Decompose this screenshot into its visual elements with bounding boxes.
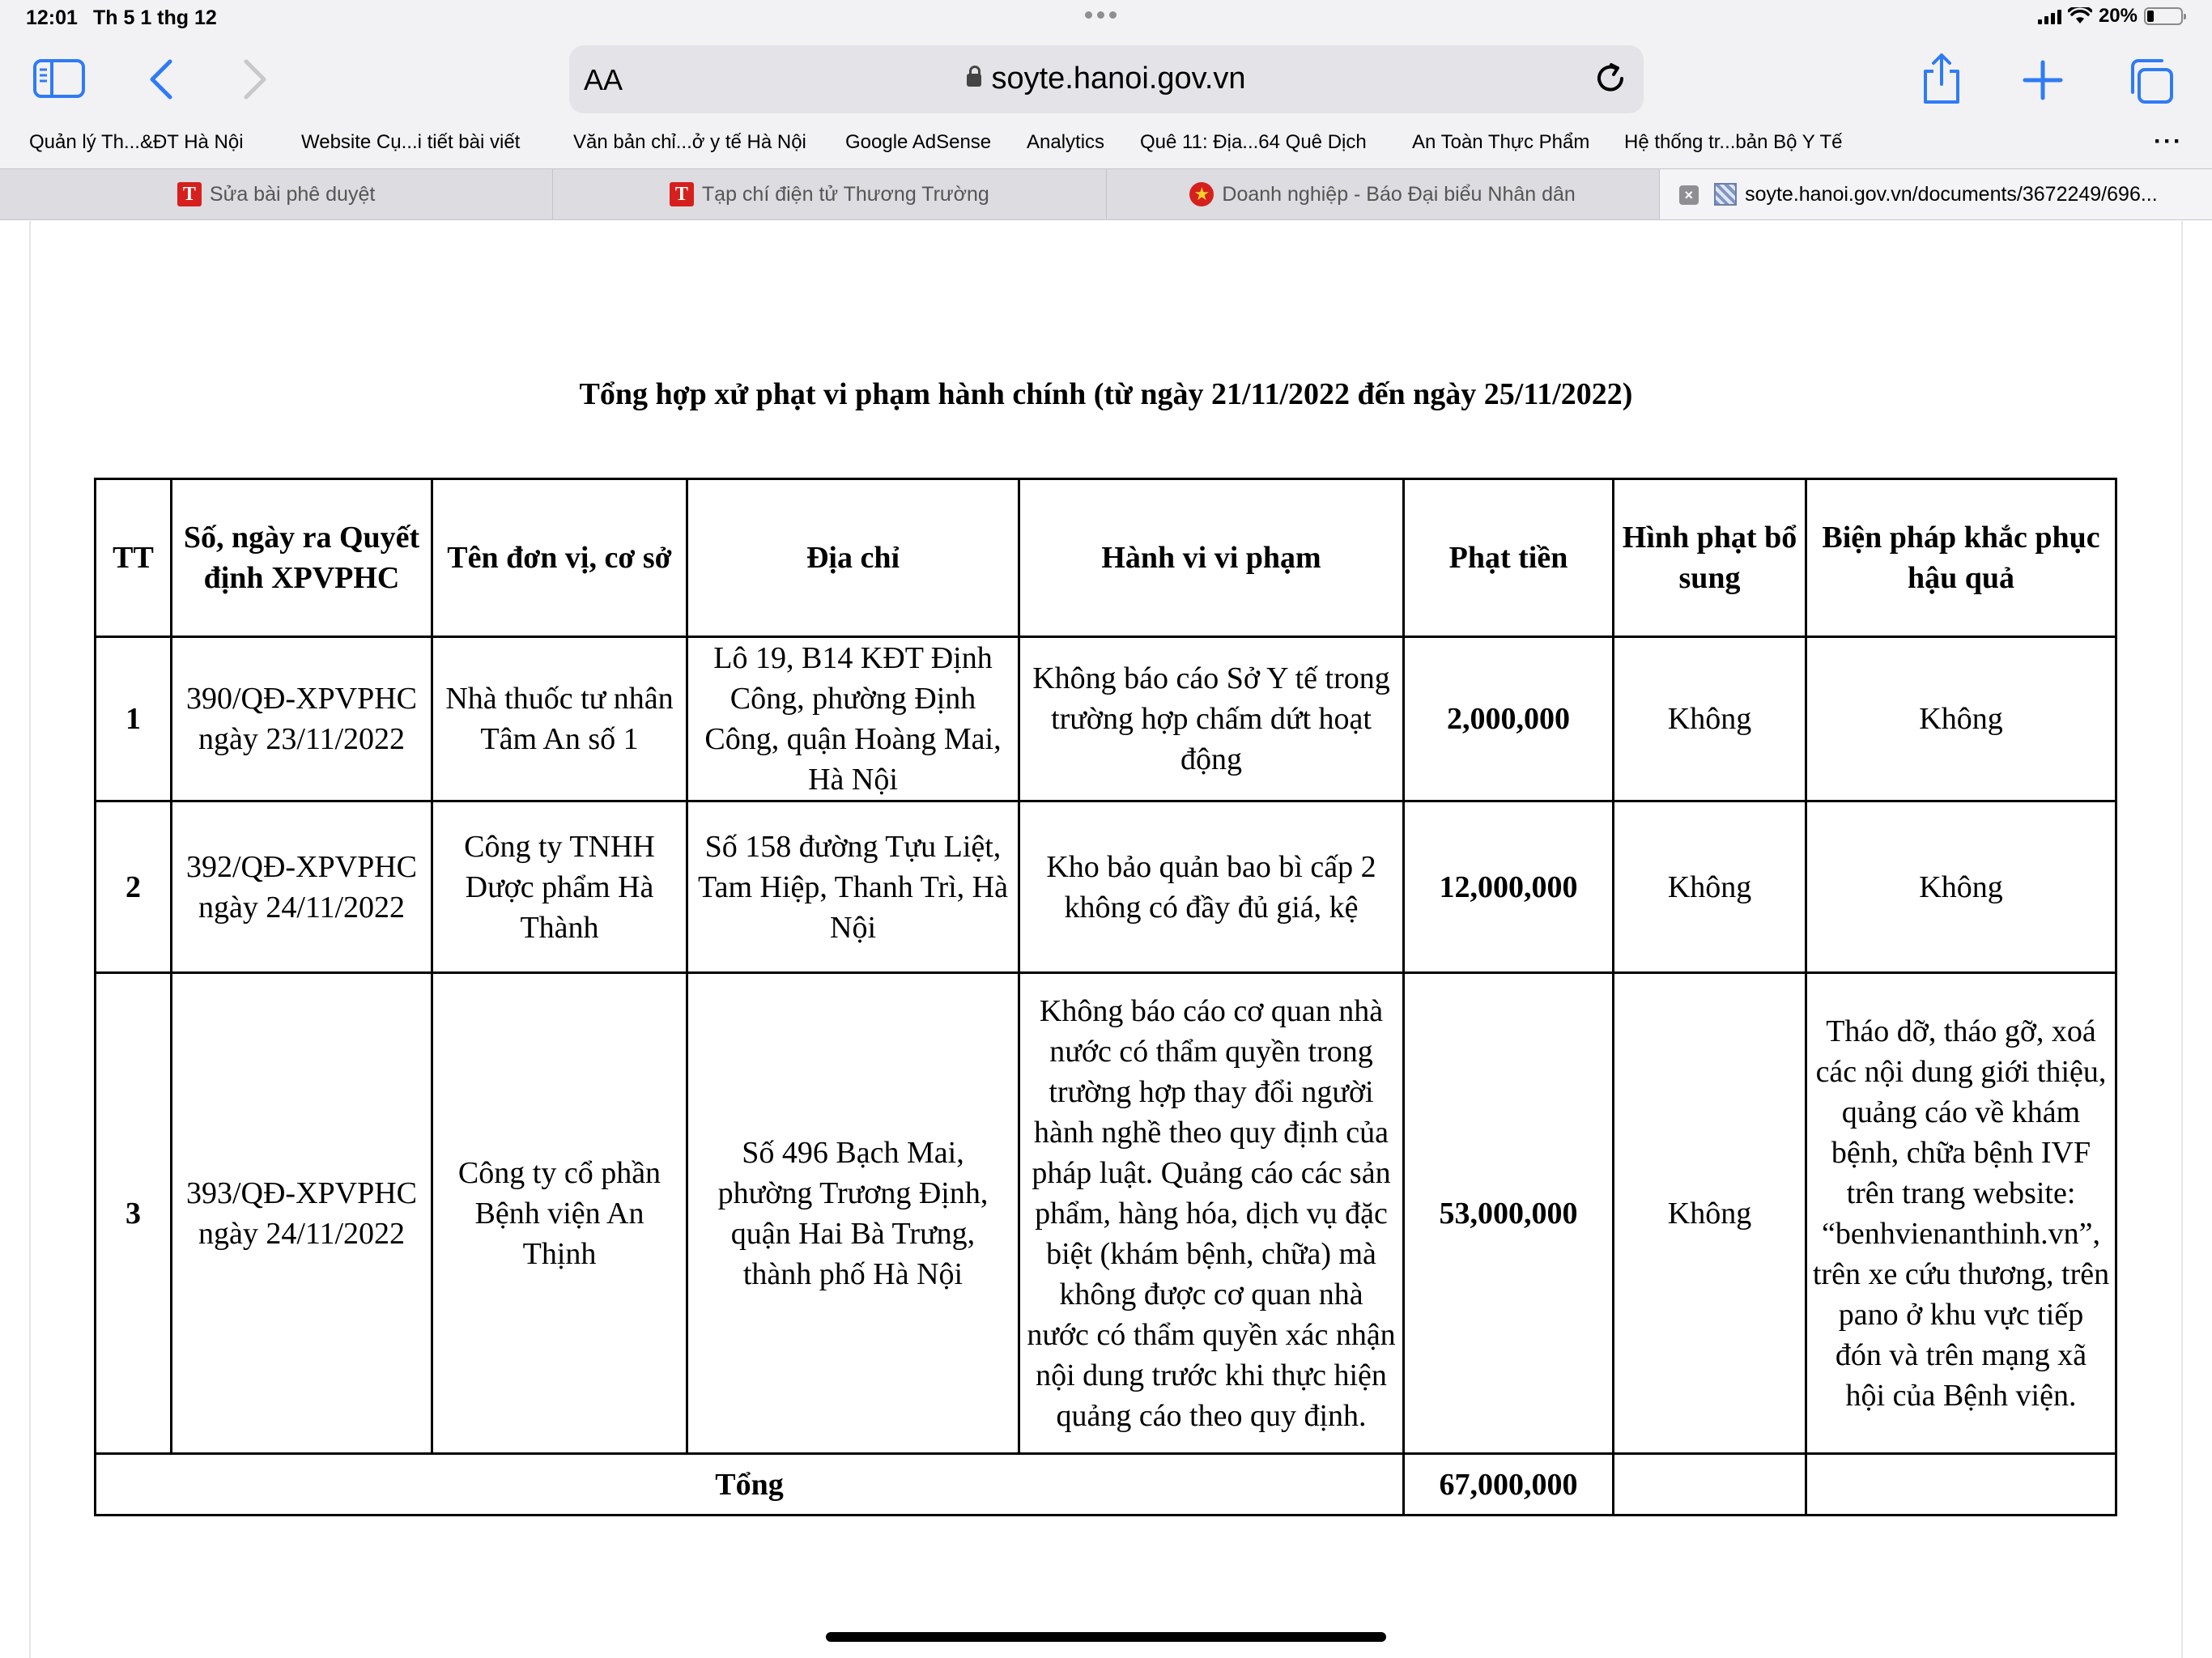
tab-sua-bai-phe-duyet[interactable]	[0, 169, 553, 219]
tab-bar	[0, 168, 2212, 220]
text-size-button[interactable]: AA	[584, 63, 623, 96]
header-extra-penalty: Hình phạt bổ sung	[1614, 479, 1806, 637]
header-remedy: Biện pháp khắc phục hậu quả	[1806, 479, 2116, 637]
tab-dai-bieu-nhan-dan[interactable]	[1107, 169, 1660, 219]
tab-label: Tạp chí điện tử Thương Trường	[701, 182, 989, 206]
header-violation: Hành vi vi phạm	[1019, 479, 1404, 637]
cell-address: Lô 19, B14 KĐT Định Công, phường Định Công, quận Hoàng Mai, Hà Nội	[687, 637, 1019, 801]
new-tab-icon[interactable]	[2023, 60, 2063, 100]
bookmark-item[interactable]: Văn bản chỉ...ở y tế Hà Nội	[573, 131, 806, 153]
battery-percent: 20%	[2098, 5, 2138, 27]
decision-number: 392/QĐ-XPVPHC	[185, 849, 418, 884]
battery-icon	[2144, 7, 2183, 25]
cell-extra-penalty: Không	[1614, 801, 1806, 973]
table-row	[96, 801, 2116, 973]
tab-label: soyte.hanoi.gov.vn/documents/3672249/696...	[1745, 182, 2158, 206]
cell-address: Số 158 đường Tựu Liệt, Tam Hiệp, Thanh Trì, Hà Nội	[687, 801, 1019, 973]
cell-violation: Kho bảo quản bao bì cấp 2 không có đầy đủ giá, kệ	[1019, 801, 1404, 973]
bookmark-item[interactable]: Quản lý Th...&ĐT Hà Nội	[29, 131, 244, 153]
cellular-signal-icon	[2038, 8, 2061, 24]
page-edge	[29, 221, 31, 1658]
bookmark-item[interactable]: Analytics	[1027, 131, 1105, 153]
tab-label: Sửa bài phê duyệt	[209, 182, 376, 206]
wifi-icon	[2068, 7, 2092, 25]
cell-unit: Công ty cổ phần Bệnh viện An Thịnh	[432, 973, 687, 1454]
total-row	[96, 1454, 2116, 1516]
cell-violation: Không báo cáo Sở Y tế trong trường hợp chấm dứt hoạt động	[1019, 637, 1404, 801]
total-label: Tổng	[96, 1454, 1404, 1516]
reload-icon[interactable]	[1592, 60, 1629, 101]
total-fine: 67,000,000	[1404, 1454, 1614, 1516]
star-emblem-icon: ★	[1189, 182, 1214, 206]
multitasking-dots-icon[interactable]	[1085, 11, 1117, 19]
cell-fine: 12,000,000	[1404, 801, 1614, 973]
decision-date: ngày 24/11/2022	[198, 1216, 406, 1251]
cell-unit: Công ty TNHH Dược phẩm Hà Thành	[432, 801, 687, 973]
cell-decision	[172, 973, 432, 1454]
decision-number: 390/QĐ-XPVPHC	[185, 682, 418, 716]
tab-label: Doanh nghiệp - Báo Đại biểu Nhân dân	[1222, 182, 1576, 206]
cell-tt: 1	[96, 637, 172, 801]
forward-icon[interactable]	[241, 58, 269, 100]
tabs-overview-icon[interactable]	[2126, 57, 2175, 105]
bookmark-item[interactable]: An Toàn Thực Phẩm	[1412, 131, 1590, 153]
browser-toolbar	[0, 37, 2212, 126]
document-icon	[1714, 183, 1737, 206]
header-unit: Tên đơn vị, cơ sở	[432, 479, 687, 637]
cell-remedy: Không	[1806, 801, 2116, 973]
more-bookmarks-icon[interactable]: ···	[2154, 128, 2183, 155]
cell-address: Số 496 Bạch Mai, phường Trương Định, quận Hai Bà Trưng, thành phố Hà Nội	[687, 973, 1019, 1454]
lock-icon	[967, 74, 981, 87]
cell-remedy: Không	[1806, 637, 2116, 801]
sidebar-toggle-icon[interactable]	[32, 58, 86, 99]
cell-decision	[172, 801, 432, 973]
url-text[interactable]: soyte.hanoi.gov.vn	[991, 62, 1246, 96]
tab-thuong-truong[interactable]	[553, 169, 1106, 219]
document-title: Tổng hợp xử phạt vi phạm hành chính (từ ngày 21/11/2022 đến ngày 25/11/2022)	[579, 377, 1633, 411]
favorites-bar	[0, 126, 2212, 168]
cell-decision	[172, 637, 432, 801]
total-extra-penalty	[1614, 1454, 1806, 1516]
bookmark-item[interactable]: Website Cụ...i tiết bài viết	[301, 131, 521, 153]
address-bar[interactable]	[569, 45, 1644, 113]
cell-fine: 2,000,000	[1404, 637, 1614, 801]
header-decision: Số, ngày ra Quyết định XPVPHC	[172, 479, 432, 637]
penalties-table	[94, 478, 2117, 1516]
cell-violation: Không báo cáo cơ quan nhà nước có thẩm quyền trong trường hợp thay đổi người hành nghề theo quy định của pháp luật. Quảng cáo các sản phẩm, hàng hóa, dịch vụ đặc biệt (khám bệnh, chữa) mà không được cơ quan nhà nước có thẩm quyền xác nhận nội dung trước khi thực hiện quảng cáo theo quy định.	[1019, 973, 1404, 1454]
cell-extra-penalty: Không	[1614, 973, 1806, 1454]
battery-fill	[2147, 11, 2154, 22]
bookmark-item[interactable]: Hệ thống tr...bản Bộ Y Tế	[1624, 131, 1843, 153]
header-tt: TT	[96, 479, 172, 637]
home-indicator[interactable]	[826, 1632, 1386, 1642]
status-bar	[0, 0, 2212, 37]
cell-unit: Nhà thuốc tư nhân Tâm An số 1	[432, 637, 687, 801]
decision-number: 393/QĐ-XPVPHC	[185, 1175, 418, 1210]
back-icon[interactable]	[147, 58, 175, 100]
decision-date: ngày 24/11/2022	[198, 890, 406, 925]
cell-extra-penalty: Không	[1614, 637, 1806, 801]
status-time: 12:01	[26, 6, 78, 29]
status-date: Th 5 1 thg 12	[93, 6, 217, 29]
share-icon[interactable]	[1919, 52, 1964, 105]
cell-tt: 3	[96, 973, 172, 1454]
bookmark-item[interactable]: Google AdSense	[845, 131, 992, 153]
decision-date: ngày 23/11/2022	[198, 722, 406, 756]
header-fine: Phạt tiền	[1404, 479, 1614, 637]
t-logo-icon: T	[177, 182, 202, 206]
table-row	[96, 637, 2116, 801]
close-tab-icon[interactable]: ×	[1679, 185, 1699, 205]
cell-tt: 2	[96, 801, 172, 973]
cell-fine: 53,000,000	[1404, 973, 1614, 1454]
page-edge	[2181, 221, 2183, 1658]
bookmark-item[interactable]: Quê 11: Địa...64 Quê Dịch	[1140, 131, 1367, 153]
total-remedy	[1806, 1454, 2116, 1516]
document-viewport[interactable]	[0, 221, 2212, 1658]
t-logo-icon: T	[670, 182, 694, 206]
tab-soyte-document[interactable]	[1660, 169, 2212, 219]
header-address: Địa chỉ	[687, 479, 1019, 637]
table-header-row	[96, 479, 2116, 637]
cell-remedy: Tháo dỡ, tháo gỡ, xoá các nội dung giới thiệu, quảng cáo về khám bệnh, chữa bệnh IVF trên trang website: “benhvienanthinh.vn”, trên xe cứu thương, trên pano ở khu vực tiếp đón và trên mạng xã hội của Bệnh viện.	[1806, 973, 2116, 1454]
table-row	[96, 973, 2116, 1454]
